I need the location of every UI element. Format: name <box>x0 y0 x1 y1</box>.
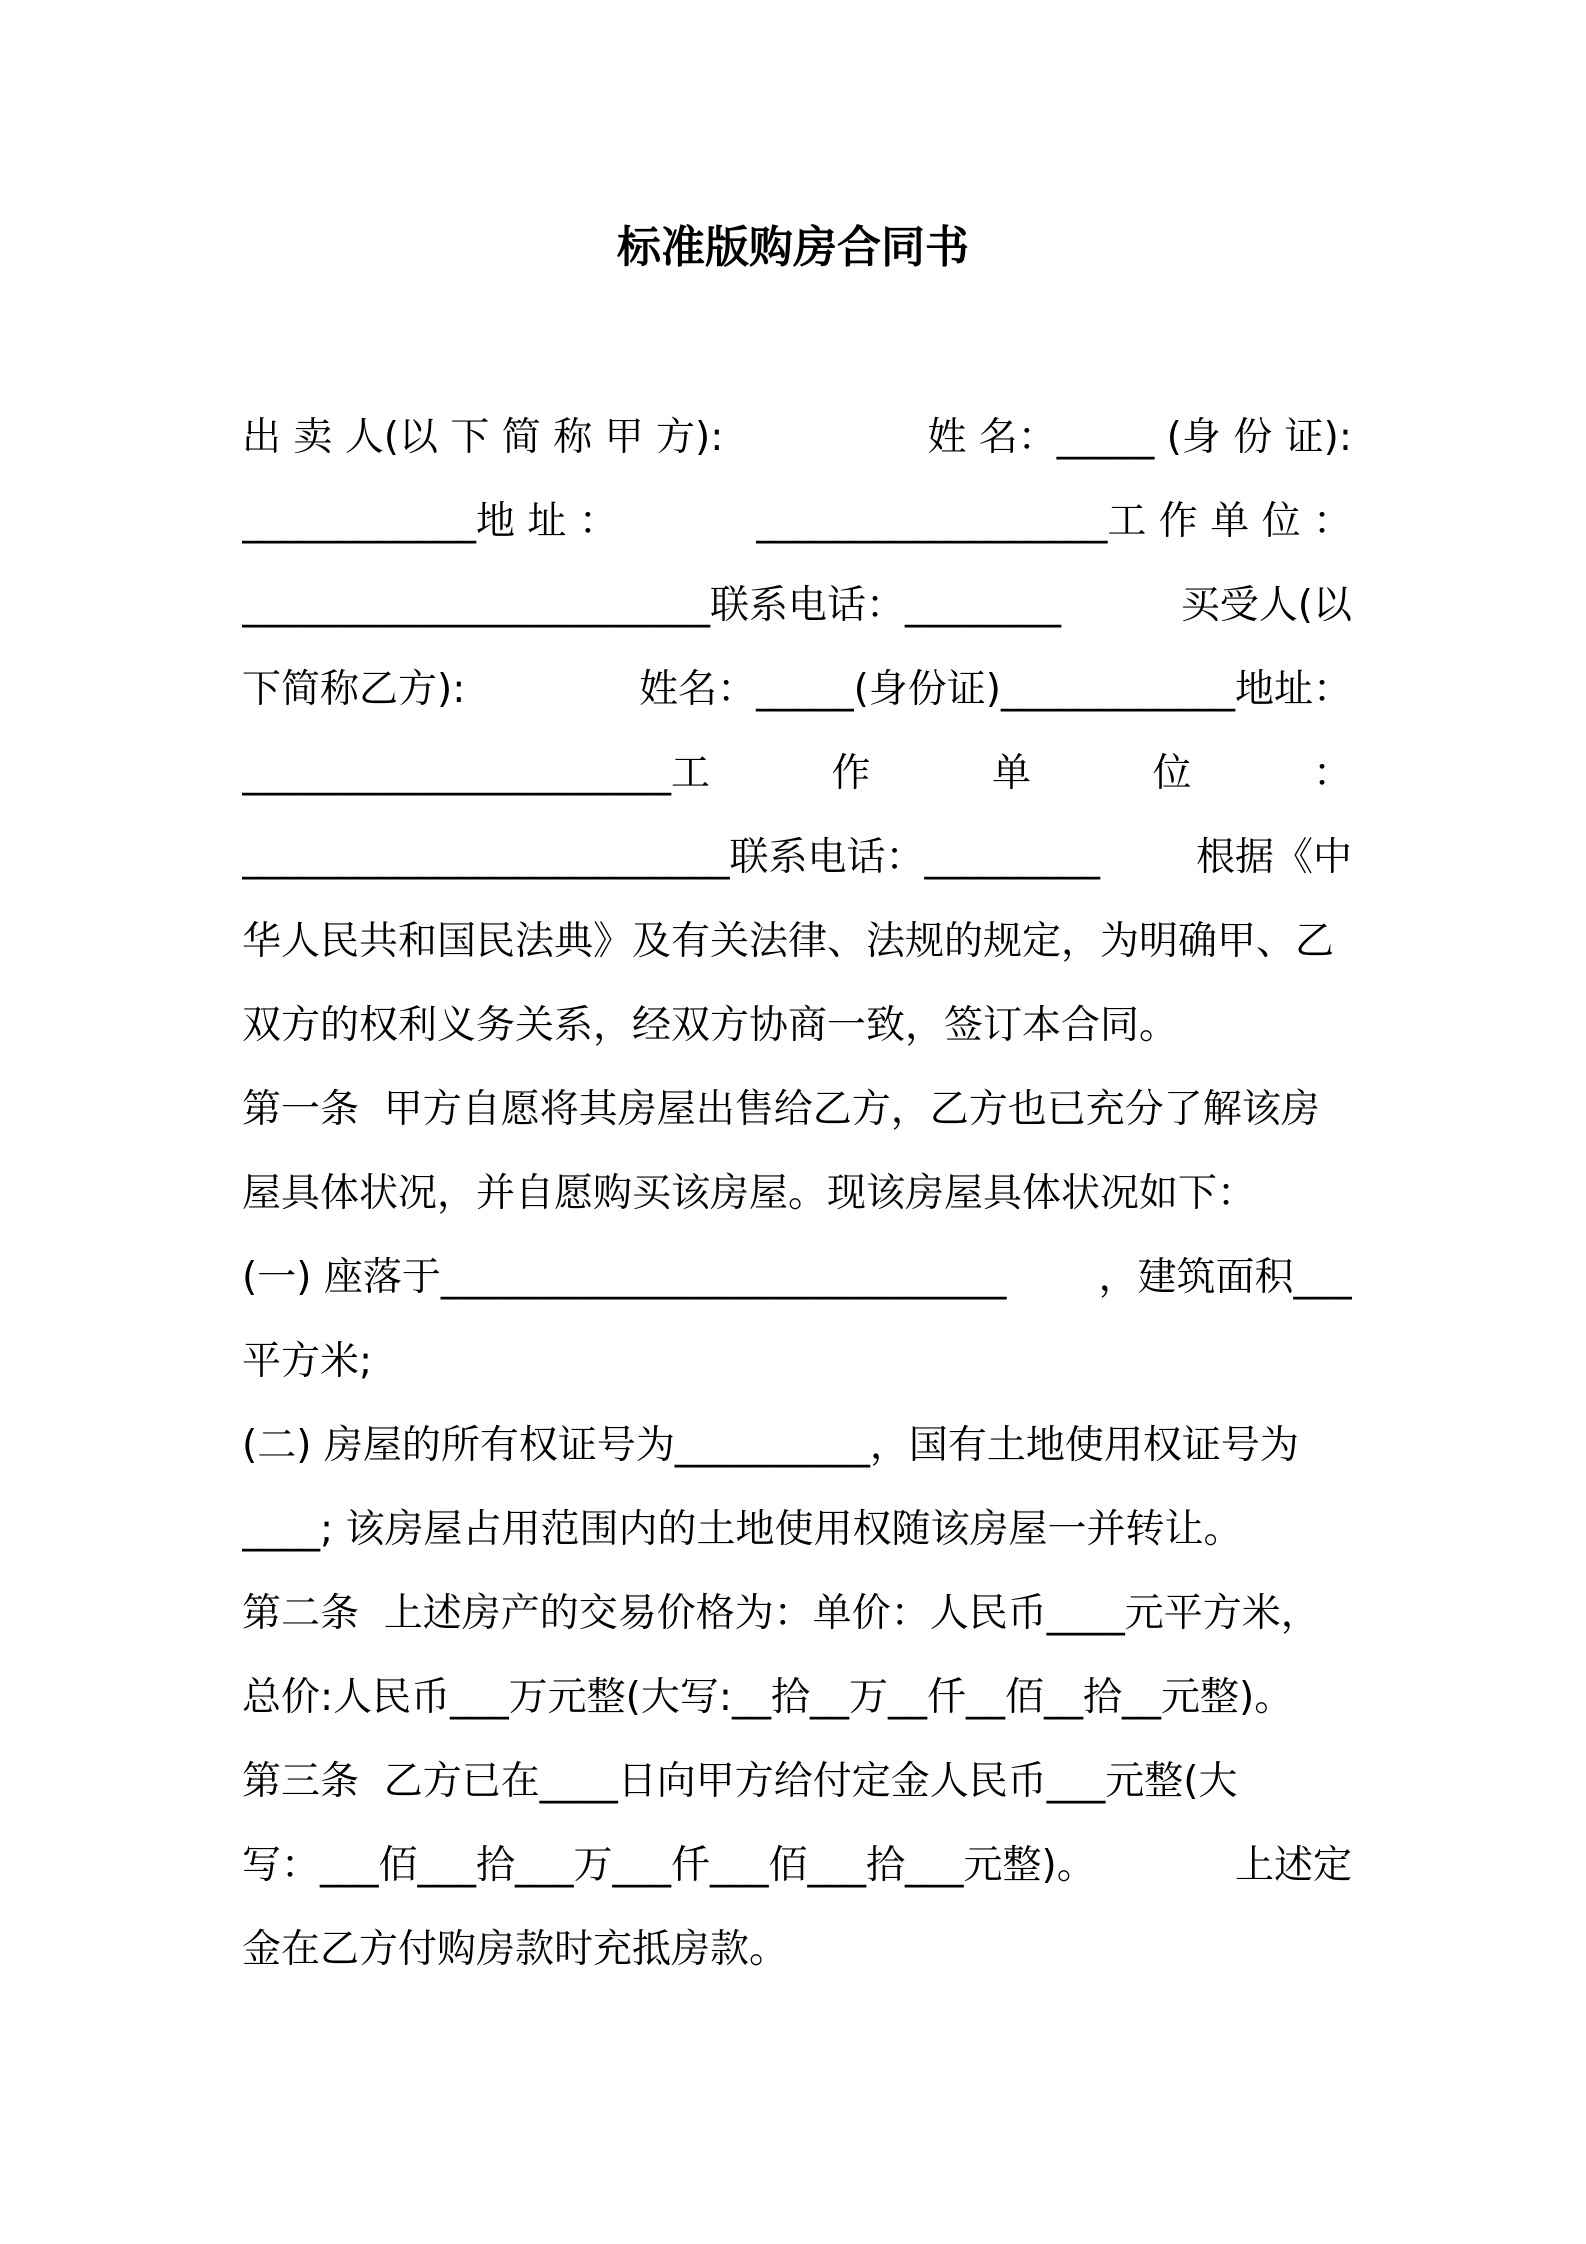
line-text: 第二条 上述房产的交易价格为：单价：人民币____元平方米， <box>242 1591 1320 1636</box>
body-line <box>242 1068 1352 1152</box>
body-line <box>242 648 1352 732</box>
line-text: (一) 座落于_____________________________ <box>242 1255 1007 1300</box>
line-text: 买受人(以 <box>1180 583 1352 628</box>
body-line <box>242 732 1352 816</box>
line-text: 下简称乙方): <box>242 667 466 712</box>
line-text: ，建筑面积___ <box>1098 1255 1352 1300</box>
body-line <box>242 1236 1352 1320</box>
body-line <box>242 984 1352 1068</box>
body-line <box>242 1404 1352 1488</box>
line-text: 平方米; <box>242 1339 373 1384</box>
line-text: 屋具体状况，并自愿购买该房屋。现该房屋具体状况如下： <box>242 1171 1257 1216</box>
body-line <box>242 1908 1352 1992</box>
body-line <box>242 1656 1352 1740</box>
line-text: 第一条 甲方自愿将其房屋出售给乙方，乙方也已充分了解该房 <box>242 1087 1320 1132</box>
line-text: ________________________联系电话：________ <box>242 583 1062 628</box>
line-text: _________________________联系电话：_________ <box>242 835 1101 880</box>
body-line <box>242 564 1352 648</box>
body-line <box>242 1320 1352 1404</box>
line-text: 单 <box>991 751 1031 796</box>
body-line <box>242 1740 1352 1824</box>
line-text: ： <box>1312 751 1352 796</box>
body-line <box>242 1824 1352 1908</box>
line-text: 总价:人民币___万元整(大写:__拾__万__仟__佰__拾__元整)。 <box>242 1675 1294 1720</box>
line-text: ____; 该房屋占用范围内的土地使用权随该房屋一并转让。 <box>242 1507 1243 1552</box>
body-line <box>242 900 1352 984</box>
line-text: 姓 名：_____ (身 份 证): <box>927 415 1352 460</box>
line-text: 位 <box>1152 751 1192 796</box>
line-text: 出 卖 人(以 下 简 称 甲 方): <box>242 415 724 460</box>
document-title: 标准版购房合同书 <box>617 222 969 273</box>
line-text: 上述定 <box>1234 1843 1352 1888</box>
line-text: 根据《中 <box>1195 835 1352 880</box>
body-line <box>242 480 1352 564</box>
line-text: 第三条 乙方已在____日向甲方给付定金人民币___元整(大 <box>242 1759 1238 1804</box>
line-text: __________________工 作 单 位 ： <box>756 499 1352 544</box>
body-line <box>242 1488 1352 1572</box>
body-line <box>242 816 1352 900</box>
body-line <box>242 396 1352 480</box>
line-text: 华人民共和国民法典》及有关法律、法规的规定，为明确甲、乙 <box>242 919 1335 964</box>
line-text: 双方的权利义务关系，经双方协商一致，签订本合同。 <box>242 1003 1179 1048</box>
line-text: 姓名：_____(身份证)____________地址： <box>639 667 1352 712</box>
line-text: ______________________工 <box>242 751 711 796</box>
body-line <box>242 1152 1352 1236</box>
line-text: (二) 房屋的所有权证号为__________，国有土地使用权证号为 <box>242 1423 1299 1468</box>
line-text: 金在乙方付购房款时充抵房款。 <box>242 1927 789 1972</box>
line-text: 作 <box>831 751 871 796</box>
line-text: 写：___佰___拾___万___仟___佰___拾___元整)。 <box>242 1843 1096 1888</box>
body-line <box>242 1572 1352 1656</box>
line-text: ____________地 址 ： <box>242 499 618 544</box>
